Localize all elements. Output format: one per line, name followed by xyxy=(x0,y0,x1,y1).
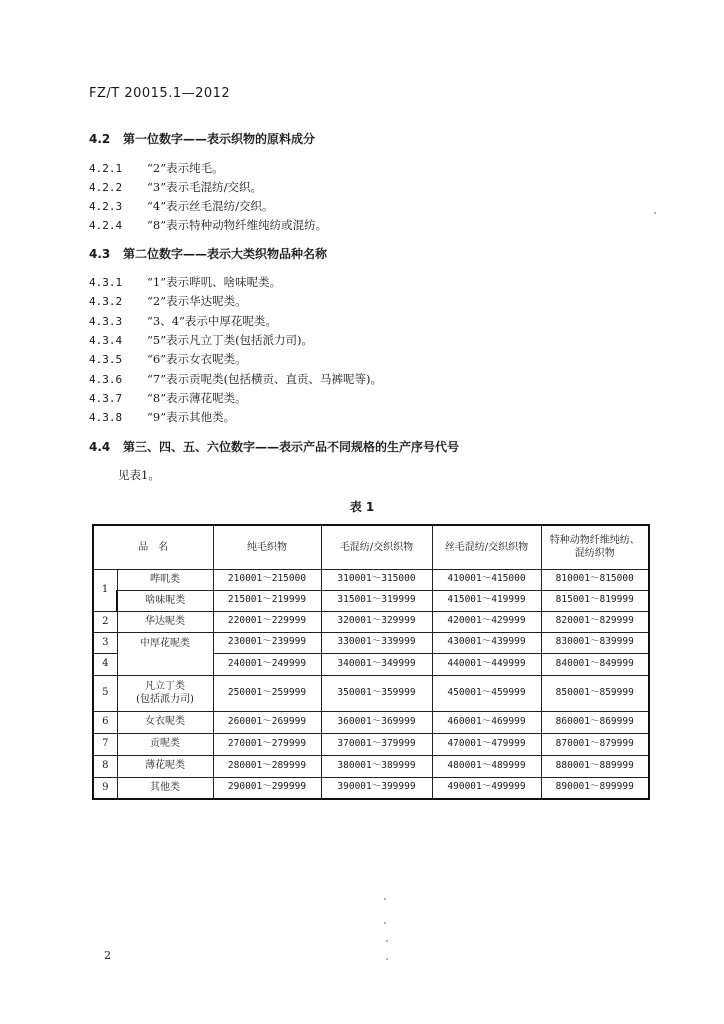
item-number: 4.3.6 xyxy=(89,373,123,386)
list-item xyxy=(89,351,247,367)
list-item xyxy=(89,179,262,195)
item-number: 4.2.1 xyxy=(89,162,123,175)
section-heading-4-2 xyxy=(89,130,315,147)
code-range: 230001～239999 xyxy=(213,632,321,653)
code-range: 440001～449999 xyxy=(432,653,541,675)
code-range: 270001～279999 xyxy=(213,733,321,755)
code-range: 315001～319999 xyxy=(321,590,432,611)
header-wool-blend: 毛混纺/交织织物 xyxy=(321,525,432,569)
code-range: 380001～389999 xyxy=(321,755,432,777)
row-index: 6 xyxy=(93,711,117,733)
item-text: “4”表示丝毛混纺/交织。 xyxy=(147,199,274,213)
code-range: 215001～219999 xyxy=(213,590,321,611)
table-row xyxy=(93,711,649,733)
name-line: 凡立丁类 xyxy=(145,680,185,692)
item-text: “3”表示毛混纺/交织。 xyxy=(147,180,262,194)
code-range: 210001～215000 xyxy=(213,569,321,590)
item-number: 4.3.4 xyxy=(89,334,123,347)
product-name: 啥味呢类 xyxy=(117,590,213,611)
code-range: 820001～829999 xyxy=(541,611,649,632)
item-number: 4.3.5 xyxy=(89,353,123,366)
list-item xyxy=(89,371,382,387)
code-range: 870001～879999 xyxy=(541,733,649,755)
item-number: 4.3.2 xyxy=(89,295,123,308)
code-range: 320001～329999 xyxy=(321,611,432,632)
section-number: 4.4 xyxy=(89,440,111,454)
item-text: “1”表示哔叽、啥味呢类。 xyxy=(147,275,282,289)
section-number: 4.3 xyxy=(89,247,111,261)
list-item xyxy=(89,217,327,233)
table-row xyxy=(93,590,649,611)
table-row xyxy=(93,569,649,590)
name-line: (包括派力司) xyxy=(136,694,194,705)
section-title: 第一位数字——表示织物的原料成分 xyxy=(123,132,316,146)
table-caption: 表 1 xyxy=(349,500,375,514)
header-product-name: 品 名 xyxy=(93,525,213,569)
row-index: 4 xyxy=(93,653,117,675)
header-line: 混纺织物 xyxy=(574,548,615,560)
table-reference: 见表1。 xyxy=(118,468,160,482)
item-text: “9”表示其他类。 xyxy=(147,410,236,424)
header-silk-wool-blend: 丝毛混纺/交织织物 xyxy=(432,525,541,569)
code-range: 310001～315000 xyxy=(321,569,432,590)
code-range: 815001～819999 xyxy=(541,590,649,611)
code-range: 420001～429999 xyxy=(432,611,541,632)
item-text: “8”表示特种动物纤维纯纺或混纺。 xyxy=(147,218,328,232)
list-item xyxy=(89,160,224,176)
code-range: 470001～479999 xyxy=(432,733,541,755)
row-index: 5 xyxy=(93,675,117,711)
code-range: 360001～369999 xyxy=(321,711,432,733)
table-row xyxy=(93,755,649,777)
table-row xyxy=(93,611,649,632)
row-index: 1 xyxy=(93,569,117,611)
header-specialty-fiber xyxy=(541,525,649,569)
code-range: 830001～839999 xyxy=(541,632,649,653)
code-range: 490001～499999 xyxy=(432,777,541,799)
item-text: “7”表示贡呢类(包括横贡、直贡、马裤呢等)。 xyxy=(147,372,383,386)
item-text: “8”表示薄花呢类。 xyxy=(147,391,247,405)
item-number: 4.3.7 xyxy=(89,392,123,405)
code-range: 390001～399999 xyxy=(321,777,432,799)
code-range: 350001～359999 xyxy=(321,675,432,711)
row-index: 9 xyxy=(93,777,117,799)
list-item xyxy=(89,198,273,214)
code-range: 850001～859999 xyxy=(541,675,649,711)
code-range: 220001～229999 xyxy=(213,611,321,632)
code-range: 415001～419999 xyxy=(432,590,541,611)
table-row xyxy=(93,777,649,799)
code-range: 330001～339999 xyxy=(321,632,432,653)
list-item xyxy=(89,409,235,425)
code-range: 240001～249999 xyxy=(213,653,321,675)
item-number: 4.2.3 xyxy=(89,200,123,213)
section-title: 第二位数字——表示大类织物品种名称 xyxy=(123,247,328,261)
scan-speck xyxy=(386,958,388,960)
item-text: “2”表示华达呢类。 xyxy=(147,294,247,308)
item-text: “6”表示女衣呢类。 xyxy=(147,352,247,366)
item-text: “3、4”表示中厚花呢类。 xyxy=(147,314,277,328)
header-pure-wool: 纯毛织物 xyxy=(213,525,321,569)
code-range: 450001～459999 xyxy=(432,675,541,711)
row-index: 8 xyxy=(93,755,117,777)
section-heading-4-3 xyxy=(89,245,327,262)
table-row xyxy=(93,632,649,653)
section-number: 4.2 xyxy=(89,132,111,146)
code-range: 410001～415000 xyxy=(432,569,541,590)
scan-speck xyxy=(654,212,656,214)
row-index: 2 xyxy=(93,611,117,632)
product-name: 哔叽类 xyxy=(117,569,213,590)
product-name: 薄花呢类 xyxy=(117,755,213,777)
code-range: 890001～899999 xyxy=(541,777,649,799)
product-name: 其他类 xyxy=(117,777,213,799)
list-item xyxy=(89,313,277,329)
code-range: 860001～869999 xyxy=(541,711,649,733)
item-text: “2”表示纯毛。 xyxy=(147,161,224,175)
product-name xyxy=(117,675,213,711)
scan-speck xyxy=(386,940,388,942)
section-heading-4-4 xyxy=(89,438,459,455)
code-range: 810001～815000 xyxy=(541,569,649,590)
item-text: “5”表示凡立丁类(包括派力司)。 xyxy=(147,333,314,347)
row-index: 3 xyxy=(93,632,117,653)
table-header-row xyxy=(93,525,649,569)
code-range: 280001～289999 xyxy=(213,755,321,777)
code-range: 460001～469999 xyxy=(432,711,541,733)
code-range: 430001～439999 xyxy=(432,632,541,653)
list-item xyxy=(89,293,247,309)
code-range: 880001～889999 xyxy=(541,755,649,777)
scan-speck xyxy=(384,922,386,924)
page-number: 2 xyxy=(104,949,111,962)
item-number: 4.3.8 xyxy=(89,411,123,424)
code-range: 290001～299999 xyxy=(213,777,321,799)
item-number: 4.3.1 xyxy=(89,276,123,289)
product-name: 华达呢类 xyxy=(117,611,213,632)
code-range: 840001～849999 xyxy=(541,653,649,675)
document-id: FZ/T 20015.1—2012 xyxy=(89,86,231,101)
code-table xyxy=(92,524,650,800)
table-row xyxy=(93,733,649,755)
item-number: 4.2.4 xyxy=(89,219,123,232)
code-range: 340001～349999 xyxy=(321,653,432,675)
section-title: 第三、四、五、六位数字——表示产品不同规格的生产序号代号 xyxy=(123,440,460,454)
item-number: 4.2.2 xyxy=(89,181,123,194)
product-name: 女衣呢类 xyxy=(117,711,213,733)
table-row xyxy=(93,675,649,711)
list-item xyxy=(89,274,281,290)
code-range: 250001～259999 xyxy=(213,675,321,711)
code-range: 480001～489999 xyxy=(432,755,541,777)
product-name: 中厚花呢类 xyxy=(117,632,213,675)
item-number: 4.3.3 xyxy=(89,315,123,328)
header-line: 特种动物纤维纯纺、 xyxy=(549,534,640,546)
product-name: 贡呢类 xyxy=(117,733,213,755)
code-range: 260001～269999 xyxy=(213,711,321,733)
list-item xyxy=(89,390,247,406)
list-item xyxy=(89,332,313,348)
row-index: 7 xyxy=(93,733,117,755)
scan-speck xyxy=(384,898,386,900)
code-range: 370001～379999 xyxy=(321,733,432,755)
